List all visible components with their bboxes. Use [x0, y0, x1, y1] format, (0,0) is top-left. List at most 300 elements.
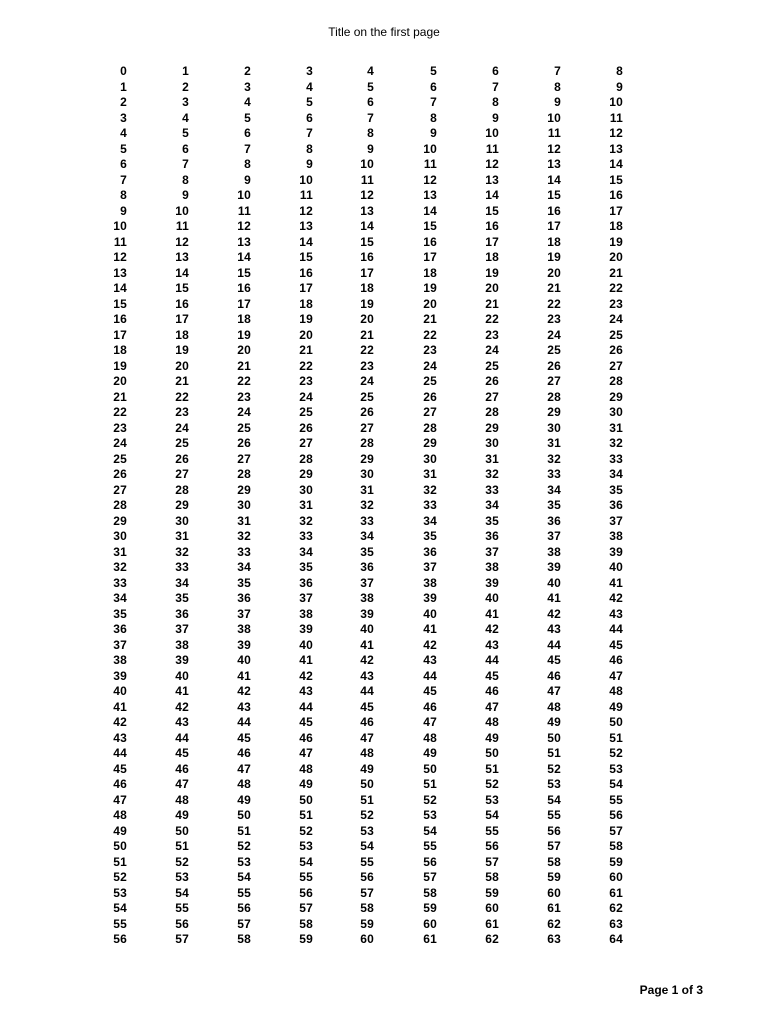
- table-cell: 17: [113, 327, 127, 342]
- table-cell: 44: [360, 684, 374, 698]
- table-cell: 26: [237, 436, 251, 450]
- table-cell: 9: [554, 95, 561, 109]
- table-cell: 4: [120, 126, 127, 140]
- table-cell: 9: [306, 157, 313, 171]
- table-cell: 64: [609, 932, 623, 946]
- table-cell: 60: [360, 932, 374, 946]
- table-cell: 43: [113, 730, 127, 745]
- table-cell: 45: [113, 761, 127, 776]
- table-cell: 17: [609, 203, 623, 218]
- table-cell: 44: [485, 653, 499, 667]
- table-row: [0, 917, 768, 933]
- table-cell: 55: [360, 854, 374, 869]
- table-row: [0, 359, 768, 375]
- table-cell: 8: [616, 64, 623, 78]
- table-cell: 47: [175, 777, 189, 791]
- table-cell: 45: [175, 746, 189, 760]
- page-indicator: Page 1 of 3: [639, 983, 703, 997]
- table-cell: 41: [423, 622, 437, 636]
- table-cell: 2: [182, 79, 189, 94]
- table-cell: 55: [237, 885, 251, 900]
- table-cell: 32: [360, 498, 374, 512]
- table-cell: 54: [609, 777, 623, 791]
- table-cell: 8: [492, 95, 499, 109]
- table-cell: 34: [609, 467, 623, 481]
- table-cell: 45: [237, 730, 251, 745]
- table-cell: 34: [113, 591, 127, 605]
- table-cell: 40: [547, 575, 561, 590]
- table-cell: 21: [423, 312, 437, 326]
- table-cell: 9: [616, 79, 623, 94]
- table-cell: 23: [237, 389, 251, 404]
- table-cell: 55: [547, 808, 561, 822]
- table-cell: 13: [299, 219, 313, 233]
- table-cell: 53: [237, 854, 251, 869]
- table-cell: 12: [299, 203, 313, 218]
- table-cell: 35: [609, 482, 623, 497]
- table-cell: 17: [423, 250, 437, 264]
- table-cell: 18: [360, 281, 374, 295]
- table-cell: 20: [113, 374, 127, 388]
- table-cell: 9: [492, 110, 499, 125]
- table-cell: 51: [360, 792, 374, 807]
- table-row: [0, 855, 768, 871]
- table-cell: 17: [547, 219, 561, 233]
- table-cell: 18: [113, 343, 127, 357]
- table-cell: 13: [175, 250, 189, 264]
- table-cell: 31: [609, 420, 623, 435]
- table-row: [0, 731, 768, 747]
- table-row: [0, 886, 768, 902]
- table-cell: 57: [423, 870, 437, 884]
- table-cell: 37: [360, 575, 374, 590]
- table-cell: 22: [113, 405, 127, 419]
- table-cell: 36: [299, 575, 313, 590]
- table-cell: 27: [360, 420, 374, 435]
- table-cell: 50: [113, 839, 127, 853]
- table-cell: 29: [237, 482, 251, 497]
- table-cell: 32: [609, 436, 623, 450]
- table-cell: 26: [547, 358, 561, 373]
- table-cell: 16: [547, 203, 561, 218]
- table-cell: 23: [609, 296, 623, 311]
- table-cell: 59: [299, 932, 313, 946]
- table-cell: 20: [360, 312, 374, 326]
- table-cell: 42: [547, 606, 561, 621]
- table-cell: 50: [175, 823, 189, 838]
- table-cell: 35: [360, 544, 374, 559]
- table-cell: 38: [423, 575, 437, 590]
- table-cell: 6: [182, 141, 189, 156]
- table-cell: 32: [237, 529, 251, 543]
- table-row: [0, 901, 768, 917]
- table-cell: 2: [120, 95, 127, 109]
- table-cell: 12: [485, 157, 499, 171]
- table-cell: 14: [237, 250, 251, 264]
- table-cell: 7: [554, 64, 561, 78]
- table-row: [0, 808, 768, 824]
- table-cell: 42: [113, 715, 127, 729]
- table-cell: 50: [360, 777, 374, 791]
- table-cell: 14: [113, 281, 127, 295]
- table-cell: 18: [609, 219, 623, 233]
- table-cell: 24: [360, 374, 374, 388]
- table-cell: 25: [299, 405, 313, 419]
- table-cell: 46: [360, 715, 374, 729]
- table-cell: 60: [547, 885, 561, 900]
- table-cell: 57: [237, 916, 251, 931]
- table-cell: 27: [237, 451, 251, 466]
- table-cell: 23: [299, 374, 313, 388]
- table-cell: 25: [237, 420, 251, 435]
- table-cell: 0: [120, 64, 127, 78]
- table-cell: 22: [175, 389, 189, 404]
- table-cell: 11: [609, 110, 623, 125]
- table-cell: 40: [485, 591, 499, 605]
- table-cell: 52: [237, 839, 251, 853]
- table-cell: 20: [485, 281, 499, 295]
- table-cell: 45: [299, 715, 313, 729]
- table-cell: 1: [182, 64, 189, 78]
- table-cell: 15: [175, 281, 189, 295]
- table-cell: 9: [430, 126, 437, 140]
- table-cell: 40: [237, 653, 251, 667]
- table-cell: 24: [175, 420, 189, 435]
- table-cell: 54: [485, 808, 499, 822]
- table-cell: 12: [547, 141, 561, 156]
- table-cell: 26: [360, 405, 374, 419]
- table-row: [0, 545, 768, 561]
- table-cell: 5: [306, 95, 313, 109]
- table-cell: 41: [299, 653, 313, 667]
- table-row: [0, 281, 768, 297]
- table-row: [0, 374, 768, 390]
- table-cell: 41: [485, 606, 499, 621]
- table-cell: 3: [120, 110, 127, 125]
- table-cell: 9: [244, 172, 251, 187]
- table-row: [0, 483, 768, 499]
- table-row: [0, 762, 768, 778]
- table-cell: 52: [547, 761, 561, 776]
- table-cell: 25: [609, 327, 623, 342]
- table-cell: 20: [175, 358, 189, 373]
- table-cell: 26: [485, 374, 499, 388]
- table-cell: 50: [299, 792, 313, 807]
- table-cell: 46: [113, 777, 127, 791]
- table-cell: 41: [237, 668, 251, 683]
- table-cell: 36: [609, 498, 623, 512]
- table-cell: 10: [237, 188, 251, 202]
- table-cell: 61: [423, 932, 437, 946]
- table-cell: 34: [237, 560, 251, 574]
- table-cell: 19: [175, 343, 189, 357]
- table-cell: 15: [547, 188, 561, 202]
- table-cell: 30: [485, 436, 499, 450]
- table-cell: 33: [547, 467, 561, 481]
- table-cell: 54: [237, 870, 251, 884]
- table-cell: 49: [175, 808, 189, 822]
- table-cell: 34: [423, 513, 437, 528]
- table-cell: 43: [175, 715, 189, 729]
- table-cell: 45: [609, 637, 623, 652]
- table-row: [0, 204, 768, 220]
- table-cell: 25: [175, 436, 189, 450]
- table-cell: 38: [547, 544, 561, 559]
- table-cell: 40: [360, 622, 374, 636]
- table-cell: 7: [492, 79, 499, 94]
- table-row: [0, 405, 768, 421]
- table-cell: 23: [423, 343, 437, 357]
- table-cell: 58: [360, 901, 374, 915]
- table-cell: 20: [609, 250, 623, 264]
- table-cell: 42: [237, 684, 251, 698]
- table-cell: 31: [299, 498, 313, 512]
- table-cell: 45: [423, 684, 437, 698]
- table-cell: 23: [175, 405, 189, 419]
- table-cell: 47: [237, 761, 251, 776]
- table-cell: 7: [182, 157, 189, 171]
- table-cell: 6: [430, 79, 437, 94]
- table-cell: 30: [113, 529, 127, 543]
- table-cell: 16: [423, 234, 437, 249]
- table-cell: 26: [113, 467, 127, 481]
- table-cell: 17: [299, 281, 313, 295]
- table-cell: 18: [547, 234, 561, 249]
- table-row: [0, 126, 768, 142]
- table-cell: 24: [423, 358, 437, 373]
- table-cell: 16: [299, 265, 313, 280]
- table-cell: 13: [547, 157, 561, 171]
- table-cell: 29: [175, 498, 189, 512]
- table-cell: 45: [485, 668, 499, 683]
- table-row: [0, 684, 768, 700]
- table-cell: 18: [237, 312, 251, 326]
- table-cell: 12: [237, 219, 251, 233]
- table-cell: 17: [175, 312, 189, 326]
- table-cell: 44: [423, 668, 437, 683]
- table-cell: 61: [609, 885, 623, 900]
- table-cell: 38: [237, 622, 251, 636]
- table-cell: 21: [175, 374, 189, 388]
- table-cell: 7: [430, 95, 437, 109]
- table-cell: 35: [423, 529, 437, 543]
- table-cell: 43: [485, 637, 499, 652]
- table-cell: 40: [175, 668, 189, 683]
- table-cell: 27: [113, 482, 127, 497]
- table-cell: 31: [175, 529, 189, 543]
- table-cell: 28: [423, 420, 437, 435]
- table-cell: 31: [360, 482, 374, 497]
- table-row: [0, 700, 768, 716]
- table-row: [0, 793, 768, 809]
- table-cell: 21: [299, 343, 313, 357]
- table-cell: 53: [485, 792, 499, 807]
- table-cell: 57: [609, 823, 623, 838]
- table-row: [0, 219, 768, 235]
- table-cell: 15: [299, 250, 313, 264]
- table-cell: 21: [237, 358, 251, 373]
- table-cell: 56: [299, 885, 313, 900]
- table-cell: 25: [423, 374, 437, 388]
- table-cell: 11: [113, 234, 127, 249]
- table-row: [0, 312, 768, 328]
- table-cell: 24: [237, 405, 251, 419]
- table-cell: 19: [113, 358, 127, 373]
- table-cell: 51: [609, 730, 623, 745]
- table-cell: 55: [113, 916, 127, 931]
- table-cell: 47: [299, 746, 313, 760]
- table-cell: 54: [299, 854, 313, 869]
- table-cell: 63: [609, 916, 623, 931]
- table-cell: 31: [423, 467, 437, 481]
- table-cell: 49: [423, 746, 437, 760]
- table-cell: 59: [485, 885, 499, 900]
- table-cell: 37: [609, 513, 623, 528]
- table-cell: 43: [423, 653, 437, 667]
- table-row: [0, 142, 768, 158]
- table-cell: 34: [547, 482, 561, 497]
- table-cell: 57: [175, 932, 189, 946]
- table-cell: 10: [485, 126, 499, 140]
- table-cell: 8: [367, 126, 374, 140]
- table-cell: 19: [485, 265, 499, 280]
- table-cell: 59: [423, 901, 437, 915]
- table-cell: 58: [299, 916, 313, 931]
- table-cell: 18: [485, 250, 499, 264]
- table-cell: 52: [423, 792, 437, 807]
- table-cell: 38: [485, 560, 499, 574]
- table-cell: 58: [485, 870, 499, 884]
- table-cell: 55: [175, 901, 189, 915]
- table-cell: 24: [609, 312, 623, 326]
- table-cell: 3: [244, 79, 251, 94]
- table-cell: 39: [237, 637, 251, 652]
- table-row: [0, 669, 768, 685]
- table-cell: 6: [306, 110, 313, 125]
- table-cell: 48: [547, 699, 561, 714]
- table-cell: 9: [182, 188, 189, 202]
- table-cell: 44: [547, 637, 561, 652]
- table-cell: 4: [182, 110, 189, 125]
- table-cell: 14: [360, 219, 374, 233]
- table-cell: 31: [237, 513, 251, 528]
- table-cell: 8: [430, 110, 437, 125]
- table-cell: 49: [485, 730, 499, 745]
- table-cell: 20: [237, 343, 251, 357]
- table-cell: 14: [485, 188, 499, 202]
- table-cell: 36: [485, 529, 499, 543]
- table-cell: 16: [175, 296, 189, 311]
- table-cell: 13: [609, 141, 623, 156]
- table-cell: 8: [244, 157, 251, 171]
- table-cell: 12: [423, 172, 437, 187]
- table-cell: 7: [244, 141, 251, 156]
- table-cell: 20: [423, 296, 437, 311]
- table-cell: 22: [609, 281, 623, 295]
- table-cell: 40: [299, 637, 313, 652]
- table-cell: 24: [547, 327, 561, 342]
- table-cell: 9: [120, 203, 127, 218]
- table-cell: 11: [547, 126, 561, 140]
- table-cell: 31: [485, 451, 499, 466]
- table-row: [0, 250, 768, 266]
- table-cell: 7: [120, 172, 127, 187]
- table-cell: 36: [113, 622, 127, 636]
- table-cell: 35: [547, 498, 561, 512]
- table-cell: 44: [113, 746, 127, 760]
- table-cell: 51: [485, 761, 499, 776]
- table-cell: 54: [113, 901, 127, 915]
- table-row: [0, 64, 768, 80]
- table-cell: 41: [175, 684, 189, 698]
- table-cell: 27: [485, 389, 499, 404]
- table-cell: 42: [609, 591, 623, 605]
- table-cell: 12: [609, 126, 623, 140]
- table-cell: 47: [609, 668, 623, 683]
- table-cell: 62: [609, 901, 623, 915]
- table-cell: 39: [485, 575, 499, 590]
- table-cell: 21: [360, 327, 374, 342]
- table-cell: 49: [609, 699, 623, 714]
- table-cell: 33: [360, 513, 374, 528]
- table-cell: 46: [237, 746, 251, 760]
- table-cell: 33: [423, 498, 437, 512]
- table-cell: 13: [360, 203, 374, 218]
- table-cell: 36: [360, 560, 374, 574]
- table-cell: 27: [423, 405, 437, 419]
- table-cell: 30: [237, 498, 251, 512]
- table-cell: 29: [547, 405, 561, 419]
- table-cell: 26: [299, 420, 313, 435]
- table-cell: 11: [299, 188, 313, 202]
- table-cell: 2: [244, 64, 251, 78]
- table-cell: 46: [175, 761, 189, 776]
- table-cell: 14: [609, 157, 623, 171]
- table-cell: 32: [175, 544, 189, 559]
- table-cell: 47: [360, 730, 374, 745]
- table-cell: 39: [547, 560, 561, 574]
- table-cell: 19: [423, 281, 437, 295]
- table-cell: 18: [175, 327, 189, 342]
- table-cell: 37: [299, 591, 313, 605]
- table-cell: 6: [244, 126, 251, 140]
- table-cell: 22: [360, 343, 374, 357]
- table-cell: 28: [175, 482, 189, 497]
- table-cell: 35: [485, 513, 499, 528]
- table-cell: 21: [609, 265, 623, 280]
- table-cell: 50: [547, 730, 561, 745]
- table-row: [0, 824, 768, 840]
- table-row: [0, 266, 768, 282]
- table-cell: 58: [609, 839, 623, 853]
- table-cell: 11: [485, 141, 499, 156]
- table-cell: 54: [175, 885, 189, 900]
- table-cell: 53: [360, 823, 374, 838]
- table-cell: 38: [360, 591, 374, 605]
- table-cell: 13: [485, 172, 499, 187]
- table-cell: 28: [547, 389, 561, 404]
- table-row: [0, 297, 768, 313]
- table-cell: 25: [113, 451, 127, 466]
- table-cell: 42: [360, 653, 374, 667]
- table-cell: 33: [485, 482, 499, 497]
- table-cell: 51: [175, 839, 189, 853]
- table-cell: 55: [423, 839, 437, 853]
- table-cell: 6: [367, 95, 374, 109]
- table-cell: 61: [485, 916, 499, 931]
- table-cell: 16: [609, 188, 623, 202]
- table-cell: 62: [485, 932, 499, 946]
